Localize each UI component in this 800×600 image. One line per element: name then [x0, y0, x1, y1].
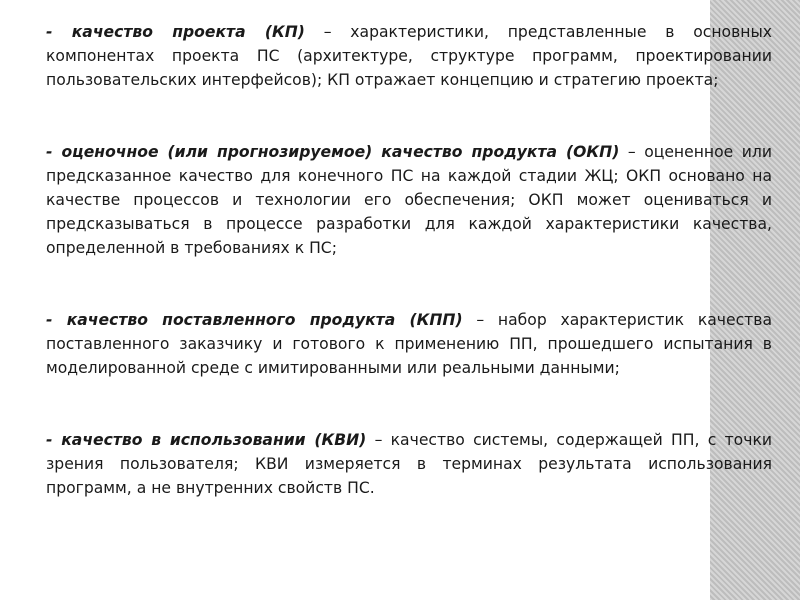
- slide-content: [46, 20, 772, 500]
- term-label: - качество проекта (КП): [46, 23, 305, 41]
- definition-text: – набор характеристик качества поставленного заказчику и готового к применению ПП, прошедшего испытания в моделированной среде с имитированными или реальными данными;: [46, 311, 772, 377]
- paragraph-spacer: [46, 92, 772, 140]
- definition-text: – оцененное или предсказанное качество для конечного ПС на каждой стадии ЖЦ; ОКП основано на качестве процессов и технологии его обеспечения; ОКП может оцениваться и предсказываться в процессе разработки для каждой характеристики качества, определенной в требованиях к ПС;: [46, 143, 773, 257]
- definition-quality-project: [46, 20, 772, 92]
- paragraph-spacer: [46, 380, 772, 428]
- paragraph-spacer: [46, 260, 772, 308]
- term-label: - качество в использовании (КВИ): [46, 431, 367, 449]
- definition-estimated-quality: [46, 140, 772, 260]
- definition-text: – качество системы, содержащей ПП, с точки зрения пользователя; КВИ измеряется в терминах результата использования программ, а не внутренних свойств ПС.: [46, 431, 772, 497]
- definition-quality-in-use: [46, 428, 772, 500]
- definition-delivered-quality: [46, 308, 772, 380]
- term-label: - оценочное (или прогнозируемое) качество продукта (ОКП): [46, 143, 620, 161]
- definition-text: – характеристики, представленные в основных компонентах проекта ПС (архитектуре, структуре программ, проектировании пользовательских интерфейсов); КП отражает концепцию и стратегию проекта;: [46, 23, 772, 89]
- term-label: - качество поставленного продукта (КПП): [46, 311, 463, 329]
